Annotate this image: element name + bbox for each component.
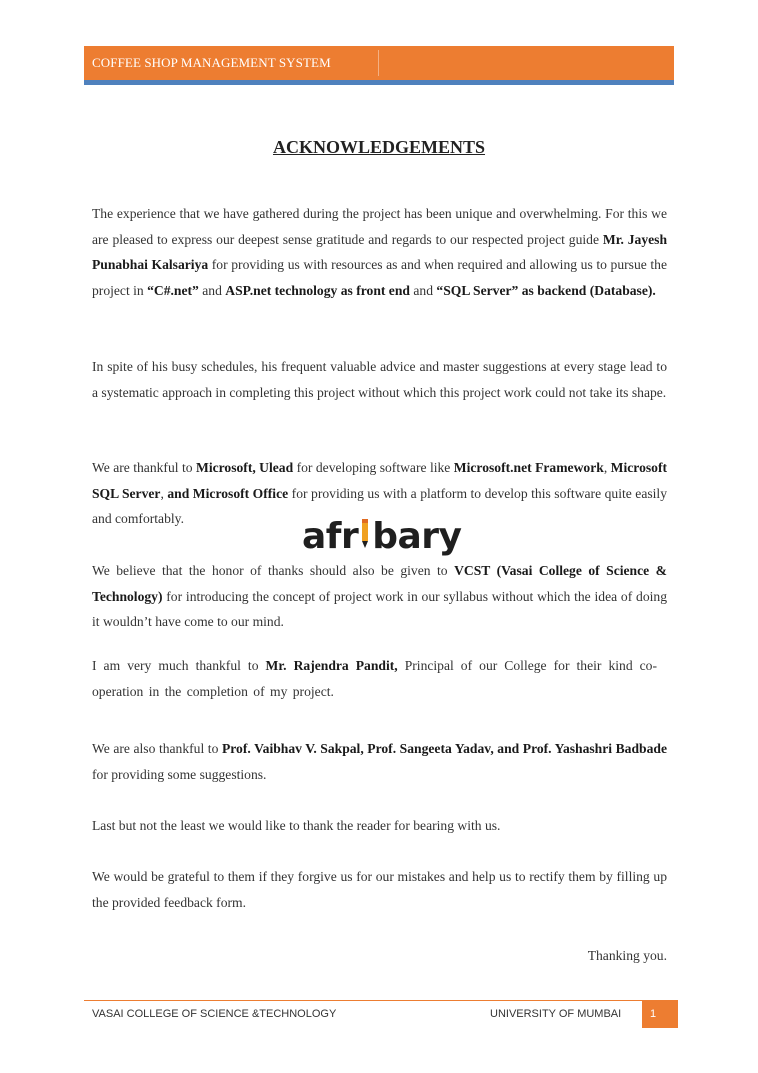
pencil-icon	[359, 516, 371, 550]
paragraph-3: We are thankful to Microsoft, Ulead for developing software like Microsoft.net Framework, Microsoft SQL Server, and Microsoft Office for providing us with a platform to develop this software quite easily and comfortably.	[92, 460, 668, 527]
header-title: COFFEE SHOP MANAGEMENT SYSTEM	[92, 55, 331, 70]
paragraph-8: We would be grateful to them if they forgive us for our mistakes and help us to rectify them by filling up the provided feedback form.	[92, 869, 667, 910]
footer-university-name: UNIVERSITY OF MUMBAI	[490, 1008, 622, 1020]
header-divider	[378, 50, 379, 76]
footer-divider	[84, 1000, 678, 1001]
paragraph-5: I am very much thankful to Mr. Rajendra Pandit, Principal of our College for their kind co-operation in the completion of my project.	[92, 658, 657, 699]
page-title: ACKNOWLEDGEMENTS	[272, 137, 486, 157]
footer-college-name: VASAI COLLEGE OF SCIENCE &TECHNOLOGY	[92, 1008, 337, 1020]
page-header	[84, 46, 674, 80]
closing-text: Thanking you.	[587, 948, 667, 963]
paragraph-4: We believe that the honor of thanks should also be given to VCST (Vasai College of Science & Technology) for introducing the concept of project work in our syllabus without which the idea of doing it wouldn’t have come to our mind.	[92, 563, 667, 630]
paragraph-7: Last but not the least we would like to thank the reader for bearing with us.	[92, 818, 501, 833]
afribary-watermark-logo: afr bary	[302, 516, 462, 557]
paragraph-6: We are also thankful to Prof. Vaibhav V. Sakpal, Prof. Sangeeta Yadav, and Prof. Yashashri Badbade for providing some suggestions.	[92, 741, 667, 782]
paragraph-2: In spite of his busy schedules, his frequent valuable advice and master suggestions at every stage lead to a systematic approach in completing this project without which this project work could not take its shape.	[92, 359, 667, 400]
header-underline	[84, 80, 674, 85]
paragraph-1: The experience that we have gathered during the project has been unique and overwhelming. For this we are pleased to express our deepest sense gratitude and regards to our respected project guide Mr. Jayesh Punabhai Kalsariya for providing us with resources as and when required and allowing us to pursue the project in “C#.net” and ASP.net technology as front end and “SQL Server” as backend (Database).	[92, 206, 668, 298]
page-number: 1	[642, 1001, 678, 1028]
